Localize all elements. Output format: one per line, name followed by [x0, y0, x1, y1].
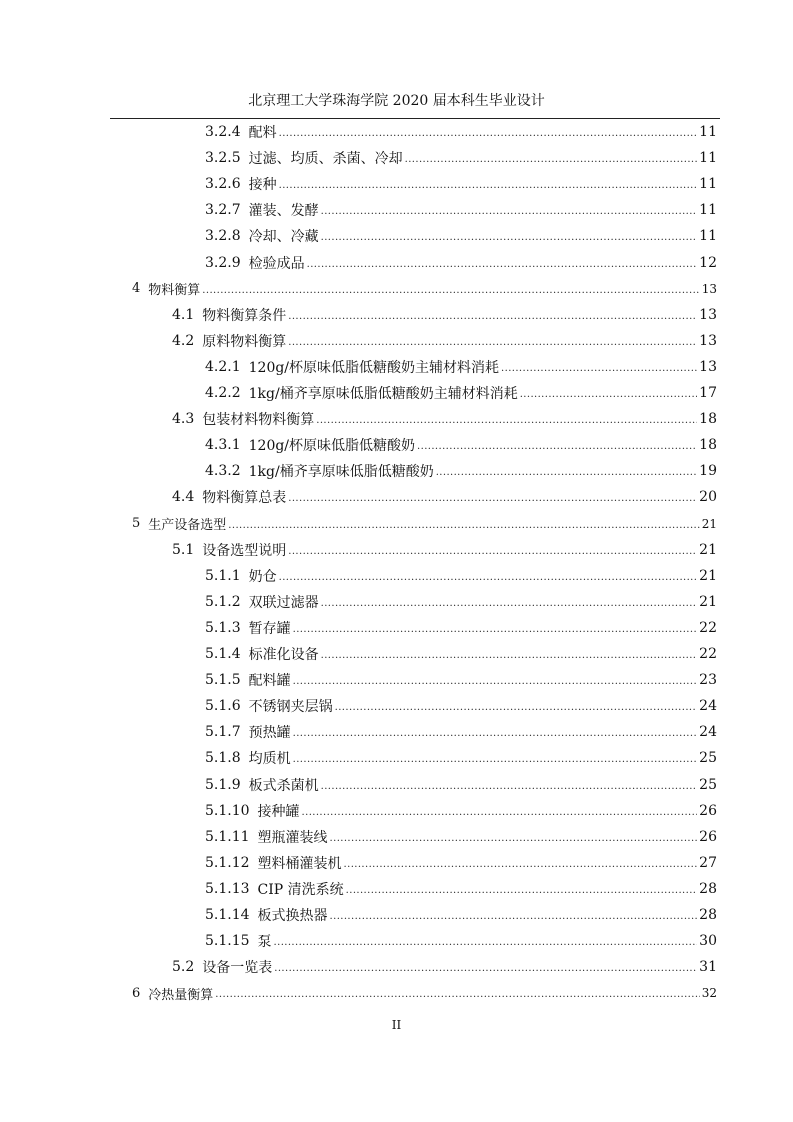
toc-entry-title: 标准化设备 [248, 647, 319, 663]
toc-entry-page: 19 [699, 463, 717, 480]
toc-entry-title: 包装材料物料衡算 [202, 412, 315, 429]
toc-entry-number: 5.1.15 [205, 933, 250, 950]
toc-entry-title: 配料罐 [248, 673, 291, 690]
toc-entry[interactable] [205, 564, 717, 588]
toc-entry[interactable] [205, 720, 717, 744]
toc-entry-page: 21 [699, 541, 717, 558]
toc-entry-title: 设备选型说明 [202, 542, 287, 559]
toc-entry-page: 21 [699, 593, 717, 610]
dot-leader [335, 694, 698, 718]
toc-entry-title: CIP 清洗系统 [257, 881, 344, 898]
dot-leader [215, 981, 699, 1005]
toc-entry-title: 不锈钢夹层锅 [248, 699, 333, 716]
toc-entry-page: 18 [699, 411, 717, 428]
toc-entry-number: 5.1.10 [205, 802, 250, 819]
toc-entry-number: 5.1.8 [205, 750, 241, 767]
dot-leader [520, 381, 697, 405]
toc-entry-page: 20 [699, 489, 717, 506]
toc-entry-page: 24 [699, 724, 717, 741]
toc-entry-number: 5.1.6 [205, 698, 241, 715]
dot-leader [279, 172, 698, 196]
toc-entry[interactable] [205, 224, 717, 248]
toc-entry-number: 3.2.8 [205, 228, 241, 245]
toc-entry-title: 接种 [248, 177, 277, 194]
toc-entry-title: 均质机 [248, 751, 291, 768]
dot-leader [417, 433, 697, 457]
toc-entry-number: 5.1.1 [205, 567, 241, 584]
toc-entry-number: 4.2.2 [205, 385, 241, 401]
toc-entry-page: 11 [699, 228, 717, 245]
dot-leader [288, 303, 697, 327]
toc-entry[interactable] [205, 459, 717, 483]
toc-entry-number: 6 [132, 985, 141, 1001]
toc-entry-page: 25 [699, 750, 717, 767]
toc-entry-page: 24 [699, 698, 717, 715]
toc-entry-page: 13 [699, 306, 717, 323]
toc-entry-page: 31 [699, 959, 717, 976]
dot-leader [302, 799, 698, 823]
toc-entry-page: 22 [699, 646, 717, 662]
toc-entry[interactable] [205, 746, 717, 770]
toc-entry[interactable] [205, 433, 717, 457]
toc-entry-page: 26 [699, 828, 717, 845]
toc-entry-page: 11 [699, 202, 717, 219]
toc-entry-number: 5.1.9 [205, 776, 241, 793]
toc-entry-title: 双联过滤器 [248, 594, 319, 611]
dot-leader [293, 616, 698, 640]
dot-leader [279, 120, 698, 144]
toc-entry[interactable] [172, 407, 717, 431]
toc-entry-title: 物料衡算条件 [202, 307, 287, 324]
toc-entry-title: 泵 [257, 934, 272, 951]
toc-entry-title: 过滤、均质、杀菌、冷却 [248, 151, 403, 168]
dot-leader [321, 590, 698, 614]
toc-entry-page: 11 [699, 150, 717, 167]
toc-entry[interactable] [172, 538, 717, 562]
toc-entry[interactable] [205, 799, 717, 823]
toc-entry-number: 5.1 [172, 541, 195, 558]
toc-entry-page: 22 [699, 619, 717, 636]
toc-entry-number: 4.3.1 [205, 437, 241, 454]
toc-entry-number: 3.2.4 [205, 124, 241, 140]
toc-entry-title: 灌装、发酵 [248, 203, 319, 220]
toc-entry[interactable] [205, 668, 717, 692]
toc-entry-title: 塑料桶灌装机 [257, 855, 342, 872]
dot-leader [274, 955, 697, 979]
dot-leader [436, 459, 697, 483]
toc-entry-title: 塑瓶灌装线 [257, 829, 328, 846]
dot-leader [307, 251, 698, 275]
dot-leader [321, 198, 698, 222]
dot-leader [321, 642, 698, 666]
toc-entry[interactable] [205, 251, 717, 275]
toc-entry[interactable] [205, 198, 717, 222]
toc-entry-page: 11 [699, 176, 717, 193]
toc-entry-number: 5 [132, 516, 141, 531]
dot-leader [288, 329, 697, 353]
dot-leader [405, 146, 698, 170]
dot-leader [288, 485, 697, 509]
toc-entry-number: 5.1.11 [205, 828, 250, 845]
toc-entry-page: 32 [701, 986, 717, 1001]
toc-entry[interactable] [172, 955, 717, 979]
toc-entry[interactable] [205, 616, 717, 640]
toc-entry[interactable] [205, 381, 717, 405]
toc-entry-number: 4.2.1 [205, 358, 241, 375]
toc-entry-title: 120g/杯原味低脂低糖酸奶主辅材料消耗 [248, 359, 500, 376]
toc-entry-number: 5.1.2 [205, 593, 241, 610]
toc-entry-title: 原料物料衡算 [202, 333, 287, 350]
toc-entry-number: 4.3 [172, 411, 195, 428]
toc-entry[interactable] [205, 355, 717, 379]
toc-entry-page: 17 [699, 385, 717, 401]
toc-entry[interactable] [132, 512, 717, 536]
toc-entry[interactable] [205, 851, 717, 875]
toc-entry[interactable] [132, 981, 717, 1005]
toc-entry[interactable] [205, 590, 717, 614]
toc-entry-number: 3.2.6 [205, 176, 241, 193]
toc-entry-page: 21 [701, 516, 717, 531]
dot-leader [316, 407, 697, 431]
dot-leader [330, 825, 698, 849]
dot-leader [501, 355, 697, 379]
toc-entry-page: 28 [699, 880, 717, 897]
toc-entry[interactable] [205, 929, 717, 953]
toc-entry[interactable] [205, 773, 717, 797]
toc-entry-number: 3.2.7 [205, 202, 241, 219]
toc-entry[interactable] [205, 903, 717, 927]
dot-leader [321, 773, 698, 797]
dot-leader [321, 224, 698, 248]
toc-entry-number: 5.1.14 [205, 907, 250, 923]
toc-entry[interactable] [172, 303, 717, 327]
dot-leader [293, 746, 698, 770]
toc-entry-number: 4 [132, 281, 141, 297]
toc-entry[interactable] [205, 642, 717, 666]
toc-entry[interactable] [205, 146, 717, 170]
toc-entry-title: 奶仓 [248, 568, 277, 585]
toc-entry-title: 暂存罐 [248, 620, 291, 637]
toc-entry-page: 28 [699, 907, 717, 923]
dot-leader [279, 564, 698, 588]
toc-entry-page: 11 [699, 124, 717, 140]
toc-entry-page: 13 [699, 358, 717, 375]
dot-leader [344, 851, 698, 875]
toc-entry-title: 1kg/桶齐享原味低脂低糖酸奶主辅材料消耗 [248, 386, 518, 402]
header-rule [110, 118, 720, 119]
page-header: 北京理工大学珠海学院 2020 届本科生毕业设计 [248, 93, 545, 109]
toc-entry[interactable] [132, 277, 717, 301]
toc-entry-page: 30 [699, 933, 717, 950]
page-number: II [391, 1018, 402, 1032]
toc-entry-page: 26 [699, 802, 717, 819]
toc-entry-number: 5.1.5 [205, 672, 241, 689]
toc-entry-title: 1kg/桶齐享原味低脂低糖酸奶 [248, 464, 434, 481]
toc-entry[interactable] [205, 877, 717, 901]
toc-entry-page: 25 [699, 776, 717, 793]
toc-entry-number: 4.1 [172, 306, 195, 323]
dot-leader [346, 877, 698, 901]
toc-entry-number: 3.2.9 [205, 254, 241, 271]
toc-entry-title: 设备一览表 [202, 960, 273, 977]
toc-entry-number: 5.1.3 [205, 619, 241, 636]
toc-entry-page: 13 [701, 281, 717, 296]
dot-leader [274, 929, 698, 953]
dot-leader [293, 720, 698, 744]
toc-entry[interactable] [205, 694, 717, 718]
toc-entry-number: 5.1.12 [205, 854, 250, 871]
toc-entry-number: 5.1.13 [205, 880, 250, 897]
toc-entry-page: 18 [699, 437, 717, 454]
toc-entry-title: 生产设备选型 [148, 518, 227, 533]
toc-entry-title: 冷热量衡算 [148, 987, 214, 1003]
toc-entry-number: 4.4 [172, 489, 195, 506]
toc-entry-number: 5.2 [172, 959, 195, 976]
toc-entry-number: 5.1.4 [205, 646, 241, 662]
dot-leader [228, 512, 699, 536]
toc-entry[interactable] [172, 329, 717, 353]
toc-entry[interactable] [205, 172, 717, 196]
toc-entry-page: 12 [699, 254, 717, 271]
toc-entry-title: 冷却、冷藏 [248, 229, 319, 246]
toc-entry-page: 23 [699, 672, 717, 689]
dot-leader [330, 903, 698, 927]
toc-entry-title: 检验成品 [248, 255, 305, 272]
toc-entry-title: 板式换热器 [257, 908, 328, 924]
toc-entry-page: 27 [699, 854, 717, 871]
toc-entry-title: 物料衡算总表 [202, 490, 287, 507]
toc-entry-title: 板式杀菌机 [248, 777, 319, 794]
toc-entry-title: 120g/杯原味低脂低糖酸奶 [248, 438, 416, 455]
dot-leader [202, 277, 699, 301]
toc-entry-page: 13 [699, 332, 717, 349]
toc-entry[interactable] [205, 120, 717, 144]
toc-entry-number: 4.2 [172, 332, 195, 349]
dot-leader [288, 538, 697, 562]
dot-leader [293, 668, 698, 692]
toc-entry-title: 预热罐 [248, 725, 291, 742]
toc-entry-title: 配料 [248, 125, 277, 141]
toc-entry-number: 4.3.2 [205, 463, 241, 480]
toc-entry[interactable] [205, 825, 717, 849]
toc-entry-title: 物料衡算 [148, 283, 201, 299]
toc-entry[interactable] [172, 485, 717, 509]
toc-entry-number: 3.2.5 [205, 150, 241, 167]
toc-entry-page: 21 [699, 567, 717, 584]
toc-entry-title: 接种罐 [257, 803, 300, 820]
toc-entry-number: 5.1.7 [205, 724, 241, 741]
